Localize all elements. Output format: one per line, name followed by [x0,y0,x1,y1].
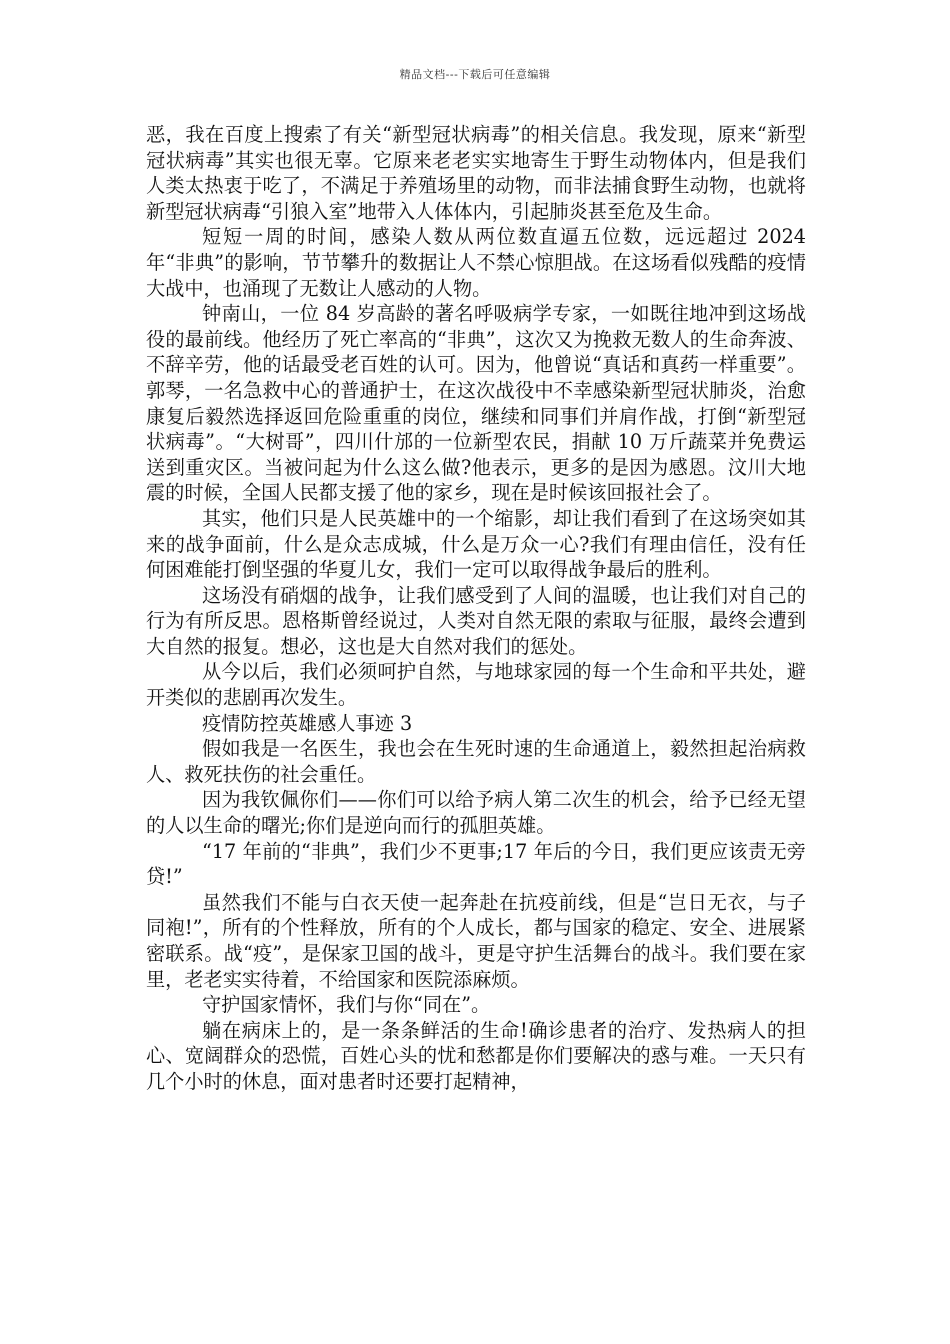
section-heading: 疫情防控英雄感人事迹 3 [202,711,413,735]
paragraph: 其实，他们只是人民英雄中的一个缩影，却让我们看到了在这场突如其来的战争面前，什么是众志成城，什么是万众一心?我们有理由信任，没有任何困难能打倒坚强的华夏儿女，我们一定可以取得战争最后的胜利。 [146,506,806,582]
paragraph: 守护国家情怀，我们与你“同在”。 [202,993,491,1017]
paragraph: 短短一周的时间，感染人数从两位数直逼五位数，远远超过 2024 年“非典”的影响，节节攀升的数据让人不禁心惊胆战。在这场看似残酷的疫情大战中，也涌现了无数让人感动的人物。 [146,225,806,300]
page-header: 精品文档---下载后可任意编辑 [399,68,551,81]
paragraph: 恶，我在百度上搜索了有关“新型冠状病毒”的相关信息。我发现，原来“新型冠状病毒”其实也很无辜。它原来老老实实地寄生于野生动物体内，但是我们人类太热衷于吃了，不满足于养殖场里的动物，而非法捕食野生动物，也就将新型冠状病毒“引狼入室”地带入人体体内，引起肺炎甚至危及生命。 [146,123,806,223]
paragraph: 这场没有硝烟的战争，让我们感受到了人间的温暖，也让我们对自己的行为有所反思。恩格斯曾经说过，人类对自然无限的索取与征服，最终会遭到大自然的报复。想必，这也是大自然对我们的惩处。 [146,583,806,658]
paragraph: 钟南山，一位 84 岁高龄的著名呼吸病学专家，一如既往地冲到这场战役的最前线。他经历了死亡率高的“非典”，这次又为挽救无数人的生命奔波、不辞辛劳，他的话最受老百姓的认可。因为，他曾说“真话和真药一样重要”。郭琴，一名急救中心的普通护士，在这次战役中不幸感染新型冠状肺炎，治愈康复后毅然选择返回危险重重的岗位，继续和同事们并肩作战，打倒“新型冠状病毒”。“大树哥”，四川什邡的一位新型农民，捐献 10 万斤蔬菜并免费运送到重灾区。当被问起为什么这么做?他表示，更多的是因为感恩。汶川大地震的时候，全国人民都支援了他的家乡，现在是时候该回报社会了。 [146,302,806,505]
paragraph: 因为我钦佩你们——你们可以给予病人第二次生的机会，给予已经无望的人以生命的曙光;你们是逆向而行的孤胆英雄。 [146,788,806,838]
paragraph: “17 年前的“非典”，我们少不更事;17 年后的今日，我们更应该责无旁贷!” [146,839,806,889]
paragraph: 假如我是一名医生，我也会在生死时速的生命通道上，毅然担起治病救人、救死扶伤的社会重任。 [146,737,806,786]
paragraph: 虽然我们不能与白衣天使一起奔赴在抗疫前线，但是“岂日无衣，与子同袍!”，所有的个性释放，所有的个人成长，都与国家的稳定、安全、进展紧密联系。战“疫”，是保家卫国的战斗，更是守护生活舞台的战斗。我们要在家里，老老实实待着，不给国家和医院添麻烦。 [146,890,806,991]
document-body [146,122,806,1095]
paragraph: 从今以后，我们必须呵护自然，与地球家园的每一个生命和平共处，避开类似的悲剧再次发生。 [146,660,806,710]
paragraph: 躺在病床上的，是一条条鲜活的生命!确诊患者的治疗、发热病人的担心、宽阔群众的恐慌，百姓心头的忧和愁都是你们要解决的惑与难。一天只有几个小时的休息，面对患者时还要打起精神， [146,1018,806,1093]
